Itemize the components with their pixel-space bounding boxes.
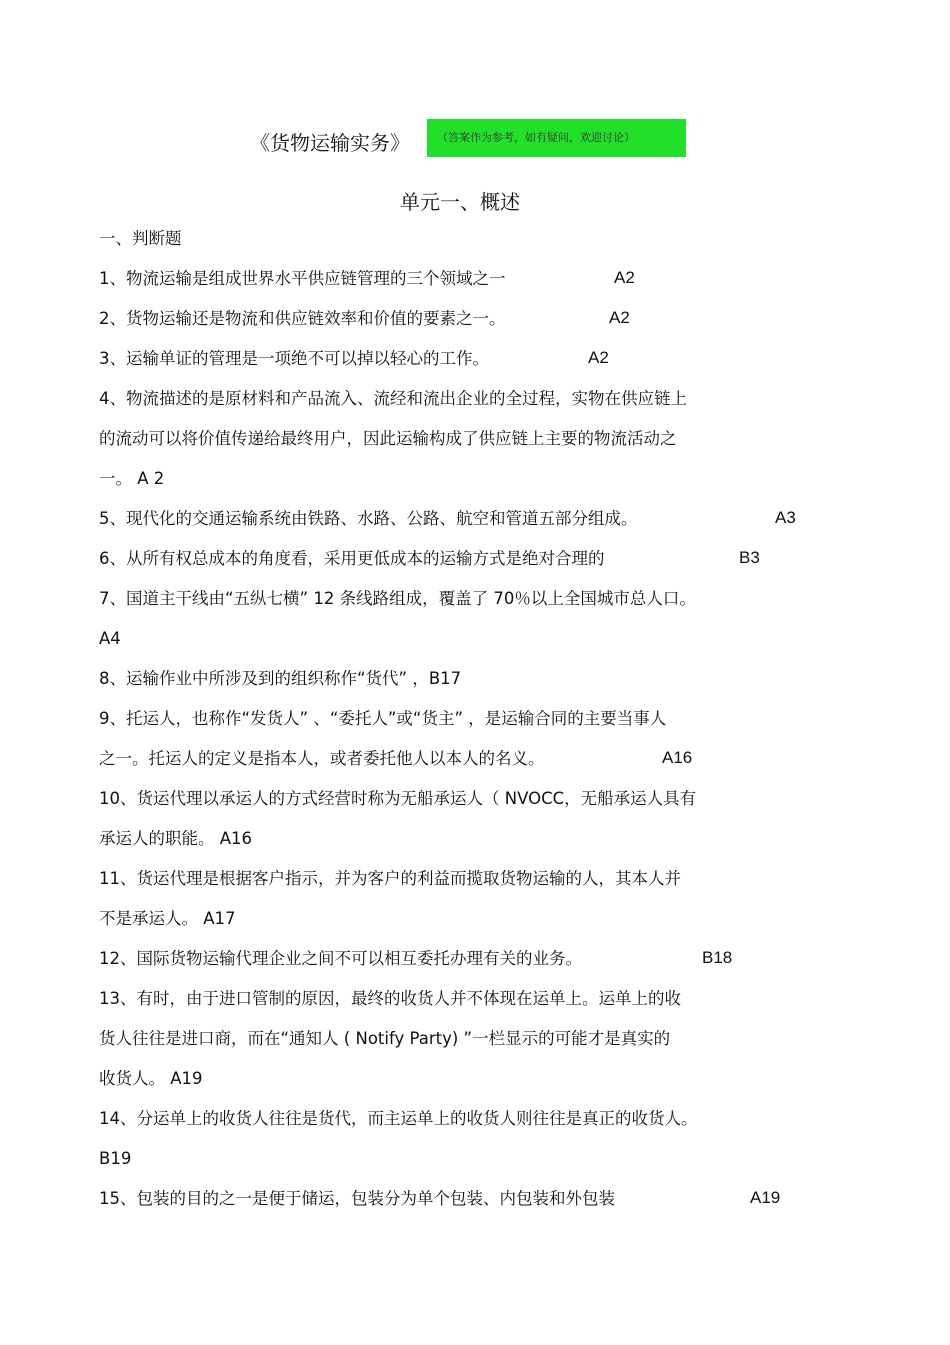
question-line: 的流动可以将价值传递给最终用户，因此运输构成了供应链上主要的物流活动之 <box>99 429 677 448</box>
section-title: 一、判断题 <box>99 229 182 248</box>
question-line: 一。 A 2 <box>99 469 165 488</box>
document-title: 《货物运输实务》 <box>250 131 410 155</box>
question-line: 11、货运代理是根据客户指示，并为客户的利益而揽取货物运输的人，其本人并 <box>99 869 681 888</box>
answer-note-banner: （答案作为参考，如有疑问，欢迎讨论） <box>427 119 686 157</box>
question-line: 9、托运人，也称作“发货人” 、“委托人”或“货主” ，是运输合同的主要当事人 <box>99 709 667 728</box>
answer-code: B18 <box>702 948 733 967</box>
question-line: 8、运输作业中所涉及到的组织称作“货代” ，B17 <box>99 669 462 688</box>
question-line: 不是承运人。 A17 <box>99 909 236 928</box>
question-line: 货人往往是进口商，而在“通知人 ( Notify Party) ”一栏显示的可能才是真实的 <box>99 1029 671 1048</box>
question-line: 13、有时，由于进口管制的原因，最终的收货人并不体现在运单上。运单上的收 <box>99 989 681 1008</box>
question-line: 5、现代化的交通运输系统由铁路、水路、公路、航空和管道五部分组成。 <box>99 509 638 528</box>
question-line: 7、国道主干线由“五纵七横” 12 条线路组成，覆盖了 70％以上全国城市总人口。 <box>99 589 696 608</box>
question-line: 承运人的职能。 A16 <box>99 829 253 848</box>
question-line: 10、货运代理以承运人的方式经营时称为无船承运人（ NVOCC，无船承运人具有 <box>99 789 697 808</box>
question-line: 收货人。 A19 <box>99 1069 203 1088</box>
answer-code: B3 <box>739 548 760 567</box>
question-line: 之一。托运人的定义是指本人，或者委托他人以本人的名义。 <box>99 749 545 768</box>
question-line: 12、国际货物运输代理企业之间不可以相互委托办理有关的业务。 <box>99 949 582 968</box>
unit-title: 单元一、概述 <box>400 190 520 214</box>
answer-code: A16 <box>662 748 693 767</box>
question-line: 15、包装的目的之一是便于储运，包装分为单个包装、内包装和外包装 <box>99 1189 615 1208</box>
question-line: 3、运输单证的管理是一项绝不可以掉以轻心的工作。 <box>99 349 489 368</box>
question-line: A4 <box>99 629 121 648</box>
answer-code: A3 <box>775 508 796 527</box>
question-line: 6、从所有权总成本的角度看，采用更低成本的运输方式是绝对合理的 <box>99 549 605 568</box>
answer-code: A2 <box>614 268 635 287</box>
question-line: 14、分运单上的收货人往往是货代，而主运单上的收货人则往往是真正的收货人。 <box>99 1109 698 1128</box>
question-line: 4、物流描述的是原材料和产品流入、流经和流出企业的全过程，实物在供应链上 <box>99 389 687 408</box>
question-line: B19 <box>99 1149 132 1168</box>
answer-code: A19 <box>750 1188 781 1207</box>
answer-code: A2 <box>609 308 630 327</box>
question-line: 1、物流运输是组成世界水平供应链管理的三个领域之一 <box>99 269 506 288</box>
question-line: 2、货物运输还是物流和供应链效率和价值的要素之一。 <box>99 309 506 328</box>
answer-code: A2 <box>588 348 609 367</box>
